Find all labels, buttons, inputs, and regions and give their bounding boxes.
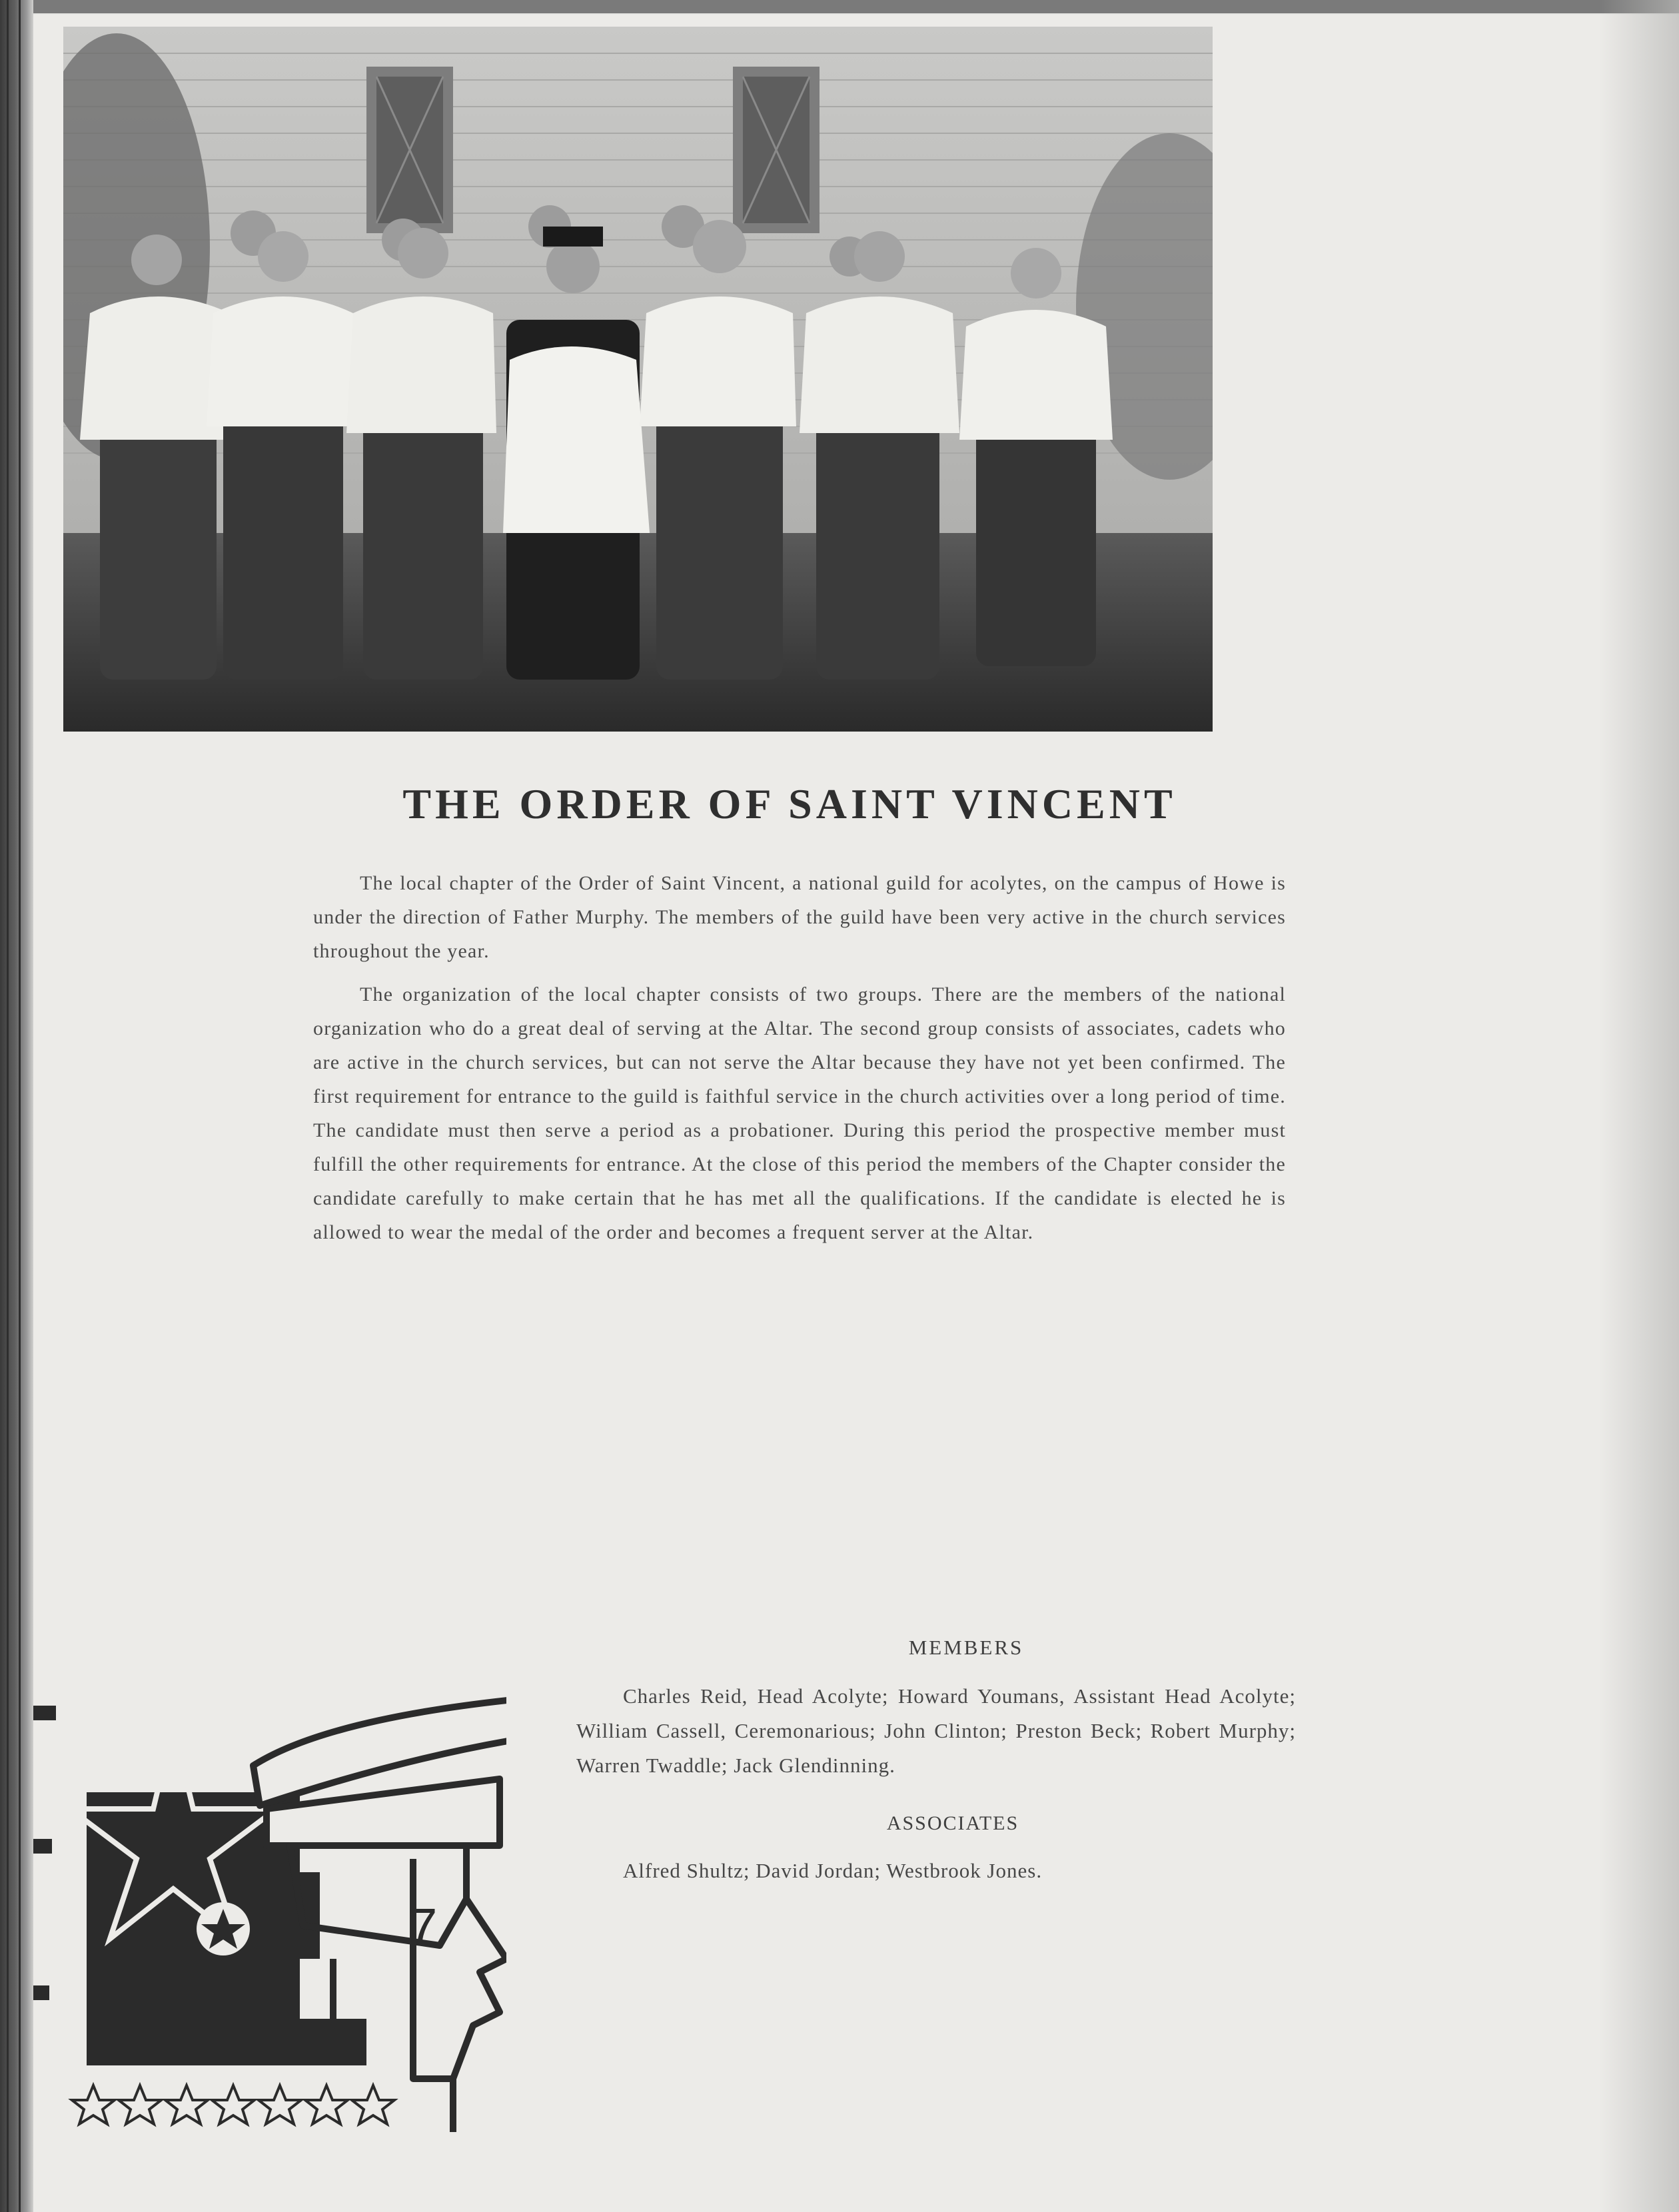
book-spine [0,0,33,2212]
star-row [72,2085,394,2124]
members-heading: MEMBERS [908,1636,1024,1659]
star-icon [259,2085,301,2124]
associates-heading: ASSOCIATES [886,1812,1019,1834]
spine-line [19,0,21,2212]
star-icon [212,2085,255,2124]
star-icon [352,2085,394,2124]
page-shadow [1599,0,1679,2212]
group-photo [63,27,1213,732]
associates-list: Alfred Shultz; David Jordan; Westbrook Jones. [623,1859,1043,1882]
cadet-emblem-art [40,1679,506,2145]
paragraph: The local chapter of the Order of Saint Vincent, a national guild for acolytes, on the campus of Howe is under the direction of Father Murphy. The members of the guild have been very active in the church services throughout the year. [313,872,1286,962]
group-photo-illustration [63,27,1213,732]
church-window [366,67,453,233]
star-icon [165,2085,208,2124]
article-body [313,866,1286,1259]
star-icon [72,2085,115,2124]
paragraph: The organization of the local chapter consists of two groups. There are the members of the national organization who do a great deal of serving at the Altar. The second group consists of associates, cadets who are active in the church services, but can not serve the Altar because they have not yet been confirmed. The first requirement for entrance to the guild is faithful service in the church activities over a long period of time. The candidate must then serve a period as a probationer. During this period the prospective member must fulfill the other requirements for entrance. At the close of this period the members of the Chapter consider the candidate carefully to make certain that he has met all the qualifications. If the candidate is elected he is allowed to wear the medal of the order and becomes a frequent server at the Altar. [313,983,1286,1243]
spine-line [7,0,9,2212]
star-icon [119,2085,161,2124]
members-list: Charles Reid, Head Acolyte; Howard Youmans, Assistant Head Acolyte; William Cassell, Ceremonarious; John Clinton; Preston Beck; Robert Murphy; Warren Twaddle; Jack Glendinning. [576,1684,1296,1777]
star-icon [305,2085,348,2124]
page-top-edge [0,0,1679,13]
cap-number: 7 [408,1898,438,1957]
cadet-emblem [40,1679,506,2145]
page-title: THE ORDER OF SAINT VINCENT [402,780,1177,828]
star-badge-icon [197,1902,250,1955]
church-window [733,67,820,233]
